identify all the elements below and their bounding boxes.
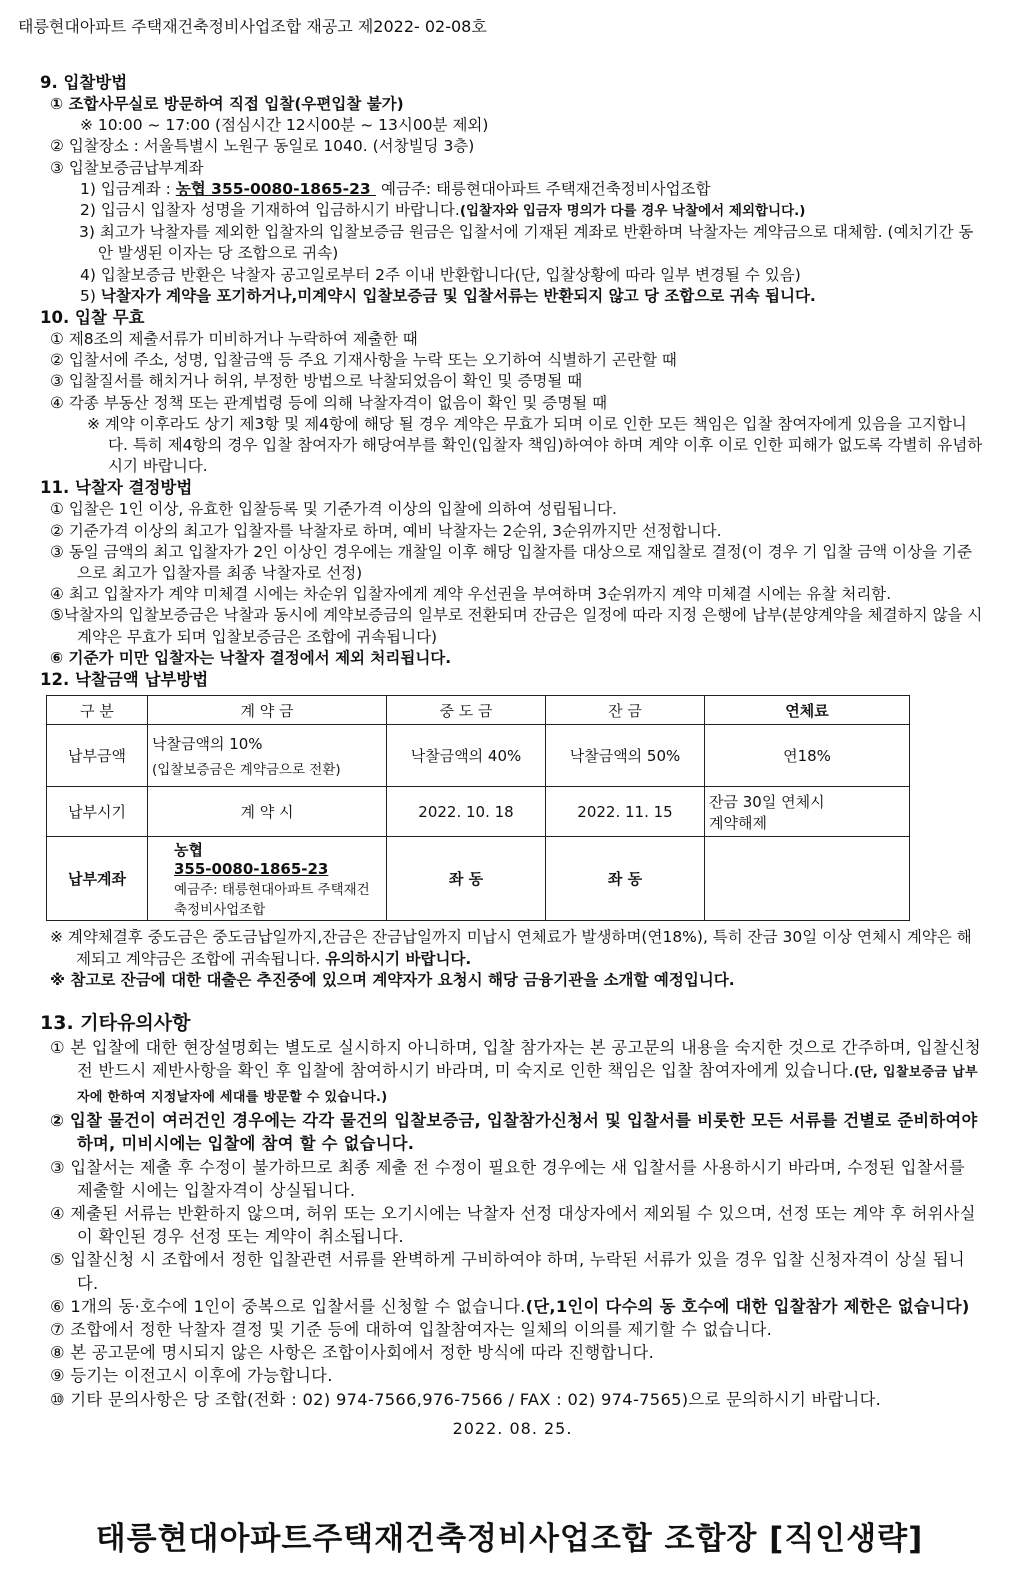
s9-3-2-warning: (입찰자와 입금자 명의가 다를 경우 낙찰에서 제외합니다.) <box>459 203 806 220</box>
notice-body <box>40 72 988 1438</box>
late-timing-line1: 잔금 30일 연체시 <box>709 792 825 811</box>
section-12-title: 12. 낙찰금액 납부방법 <box>40 670 209 690</box>
s13-item-4: ④ 제출된 서류는 반환하지 않으며, 허위 또는 오기시에는 낙찰자 선정 대상자에서 제외될 수 있으며, 선정 또는 계약 후 허위사실이 확인된 경우 선정 또는 계약이 취소됩니다. <box>50 1204 976 1247</box>
cell-middle-timing: 2022. 10. 18 <box>387 787 546 837</box>
cell-balance-amount: 낙찰금액의 50% <box>546 725 705 787</box>
col-late-fee: 연체료 <box>705 696 910 725</box>
deposit-amount-text: 낙찰금액의 10% <box>152 735 263 754</box>
cell-deposit-amount <box>148 725 387 787</box>
table-row <box>47 837 910 921</box>
col-balance: 잔 금 <box>546 696 705 725</box>
table-header-row <box>47 696 910 725</box>
cell-deposit-account <box>148 837 387 921</box>
s10-item-4: ④ 각종 부동산 정책 또는 관계법령 등에 의해 낙찰자격이 없음이 확인 및 증명될 때 <box>50 393 608 412</box>
col-middle: 중 도 금 <box>387 696 546 725</box>
s9-item-2: ② 입찰장소 : 서울특별시 노원구 동일로 1040. (서창빌딩 3층) <box>50 137 475 156</box>
s13-item-7: ⑦ 조합에서 정한 낙찰자 결정 및 기준 등에 대하여 입찰참여자는 일체의 이의를 제기할 수 없습니다. <box>50 1320 773 1340</box>
s11-item-1: ① 입찰은 1인 이상, 유효한 입찰등록 및 기준가격 이상의 입찰에 의하여 성립됩니다. <box>50 500 617 519</box>
s9-item-3-5 <box>40 286 985 307</box>
s10-item-3: ③ 입찰질서를 해치거나 허위, 부정한 방법으로 낙찰되었음이 확인 및 증명될 때 <box>50 372 583 391</box>
cell-account-label: 납부계좌 <box>47 837 148 921</box>
table-row <box>47 787 910 837</box>
cell-timing-label: 납부시기 <box>47 787 148 837</box>
s9-3-5-text: 낙찰자가 계약을 포기하거나,미계약시 입찰보증금 및 입찰서류는 반환되지 않고 당 조합으로 귀속 됩니다. <box>100 286 816 305</box>
s13-item-5: ⑤ 입찰신청 시 조합에서 정한 입찰관련 서류를 완벽하게 구비하여야 하며, 누락된 서류가 있을 경우 입찰 신청자격이 상실 됩니다. <box>50 1250 965 1293</box>
s9-item-1-note: ※ 10:00 ~ 17:00 (점심시간 12시00분 ~ 13시00분 제외) <box>80 116 489 135</box>
bank-account: 농협 355-0080-1865-23 <box>175 179 377 198</box>
col-category: 구 분 <box>47 696 148 725</box>
s9-item-3-1 <box>40 179 985 200</box>
s13-item-2: ② 입찰 물건이 여러건인 경우에는 각각 물건의 입찰보증금, 입찰참가신청서 및 입찰서를 비롯한 모든 서류를 건별로 준비하여야 하며, 미비시에는 입찰에 참여 할 수 없습니다. <box>50 1111 978 1154</box>
late-timing-line2: 계약해제 <box>709 813 767 832</box>
s13-item-3: ③ 입찰서는 제출 후 수정이 불가하므로 최종 제출 전 수정이 필요한 경우에는 새 입찰서를 사용하시기 바라며, 수정된 입찰서를 제출할 시에는 입찰자격이 상실됩니다. <box>50 1157 965 1200</box>
section-9-title: 9. 입찰방법 <box>40 73 128 92</box>
s13-item-1 <box>40 1036 985 1110</box>
s13-item-10: ⑩ 기타 문의사항은 당 조합(전화 : 02) 974-7566,976-7566 / FAX : 02) 974-7565)으로 문의하시기 바랍니다. <box>50 1389 882 1409</box>
section-13-title: 13. 기타유의사항 <box>40 1011 191 1034</box>
account-number: 355-0080-1865-23 <box>174 860 329 879</box>
cell-deposit-timing: 계 약 시 <box>148 787 387 837</box>
account-bank: 농협 <box>174 841 203 860</box>
s12-note-1-text: ※ 계약체결후 중도금은 중도금납일까지,잔금은 잔금납일까지 미납시 연체료가 발생하며(연18%), 특히 잔금 30일 이상 연체시 계약은 해제되고 계약금은 조합에 귀속됩니다. <box>50 928 972 968</box>
s9-item-3-4: 4) 입찰보증금 반환은 낙찰자 공고일로부터 2주 이내 반환합니다(단, 입찰상황에 따라 일부 변경될 수 있음) <box>80 265 801 284</box>
account-holder: 예금주: 태릉현대아파트 주택재건축정비사업조합 <box>174 882 370 919</box>
cell-balance-account: 좌 동 <box>546 837 705 921</box>
s11-item-4: ④ 최고 입찰자가 계약 미체결 시에는 차순위 입찰자에게 계약 우선권을 부여하며 3순위까지 계약 미체결 시에는 유찰 처리함. <box>50 585 892 604</box>
s9-3-1-label: 1) 입금계좌 : <box>80 179 176 198</box>
s12-note-1 <box>40 927 985 970</box>
s9-3-5-num: 5) <box>80 286 101 305</box>
s13-item-8: ⑧ 본 공고문에 명시되지 않은 사항은 조합이사회에서 정한 방식에 따라 진행합니다. <box>50 1343 655 1363</box>
cell-balance-timing: 2022. 11. 15 <box>546 787 705 837</box>
cell-late-timing <box>705 787 910 837</box>
s9-item-3: ③ 입찰보증금납부계좌 <box>50 158 204 177</box>
s10-item-2: ② 입찰서에 주소, 성명, 입찰금액 등 주요 기재사항을 누락 또는 오기하여 식별하기 곤란할 때 <box>50 351 677 370</box>
s13-6-text: ⑥ 1개의 동·호수에 1인이 중복으로 입찰서를 신청할 수 없습니다. <box>50 1296 526 1316</box>
s11-item-2: ② 기준가격 이상의 최고가 입찰자를 낙찰자로 하며, 예비 낙찰자는 2순위, 3순위까지만 선정합니다. <box>50 521 722 540</box>
s13-1-text: ① 본 입찰에 대한 현장설명회는 별도로 실시하지 아니하며, 입찰 참가자는 본 공고문의 내용을 숙지한 것으로 간주하며, 입찰신청 전 반드시 제반사항을 확인 후 입찰에 참여하시기 바라며, 미 숙지로 인한 책임은 입찰 참여자에게 있습니다. <box>50 1037 981 1080</box>
s13-item-9: ⑨ 등기는 이전고시 이후에 가능합니다. <box>50 1366 333 1386</box>
cell-late-account <box>705 837 910 921</box>
notice-header: 태릉현대아파트 주택재건축정비사업조합 재공고 제2022- 02-08호 <box>18 17 487 36</box>
table-row <box>47 725 910 787</box>
s11-item-3: ③ 동일 금액의 최고 입찰자가 2인 이상인 경우에는 개찰일 이후 해당 입찰자를 대상으로 재입찰로 결정(이 경우 기 입찰 금액 이상을 기준으로 최고가 입찰자를 최종 낙찰자로 선정) <box>50 542 972 583</box>
s12-note-2: ※ 참고로 잔금에 대한 대출은 추진중에 있으며 계약자가 요청시 해당 금융기관을 소개할 예정입니다. <box>50 971 735 990</box>
cell-middle-account: 좌 동 <box>387 837 546 921</box>
s11-item-5: ⑤낙찰자의 입찰보증금은 낙찰과 동시에 계약보증금의 일부로 전환되며 잔금은 일정에 따라 지정 은행에 납부(분양계약을 체결하지 않을 시 계약은 무효가 되며 입찰보증금은 조합에 귀속됩니다) <box>50 606 988 646</box>
s13-6-note: (단,1인이 다수의 동 호수에 대한 입찰참가 제한은 없습니다) <box>525 1296 970 1316</box>
section-11-title: 11. 낙찰자 결정방법 <box>40 478 193 498</box>
cell-late-fee-rate: 연18% <box>705 725 910 787</box>
s11-item-6: ⑥ 기준가 미만 입찰자는 낙찰자 결정에서 제외 처리됩니다. <box>50 648 452 667</box>
s13-1-note: (단, 입찰보증금 납부자에 한하여 지정날자에 세대를 방문할 수 있습니다.) <box>77 1064 978 1105</box>
s10-note: ※ 계약 이후라도 상기 제3항 및 제4항에 해당 될 경우 계약은 무효가 되며 이로 인한 모든 책임은 입찰 참여자에게 있음을 고지합니다. 특히 제4항의 경우 입찰 참여자가 해당여부를 확인(입찰자 책임)하여야 하며 계약 이후 이로 인한 피해가 없도록 각별히 유념하시기 바랍니다. <box>87 414 983 476</box>
cell-middle-amount: 낙찰금액의 40% <box>387 725 546 787</box>
section-10-title: 10. 입찰 무효 <box>40 308 145 328</box>
s9-item-3-3: 3) 최고가 낙찰자를 제외한 입찰자의 입찰보증금 원금은 입찰서에 기재된 계좌로 반환하며 낙찰자는 계약금으로 대체함. (예치기간 동안 발생된 이자는 당 조합으로 귀속) <box>79 223 974 263</box>
notice-footer-signature: 태릉현대아파트주택재건축정비사업조합 조합장 [직인생략] <box>95 1521 924 1557</box>
s13-item-6 <box>40 1295 985 1318</box>
col-deposit: 계 약 금 <box>148 696 387 725</box>
s12-note-1-warning: 유의하시기 바랍니다. <box>325 949 472 968</box>
payment-table <box>46 695 910 921</box>
s9-item-3-2 <box>40 200 985 222</box>
s9-3-1-holder: 예금주: 태릉현대아파트 주택재건축정비사업조합 <box>376 179 711 198</box>
s10-item-1: ① 제8조의 제출서류가 미비하거나 누락하여 제출한 때 <box>50 330 418 349</box>
cell-amount-label: 납부금액 <box>47 725 148 787</box>
deposit-amount-note: (입찰보증금은 계약금으로 전환) <box>152 762 341 779</box>
notice-date: 2022. 08. 25. <box>452 1418 573 1438</box>
s9-3-2-text: 2) 입금시 입찰자 성명을 기재하여 입금하시기 바랍니다. <box>80 201 460 220</box>
s9-item-1: ① 조합사무실로 방문하여 직접 입찰(우편입찰 불가) <box>50 95 404 113</box>
